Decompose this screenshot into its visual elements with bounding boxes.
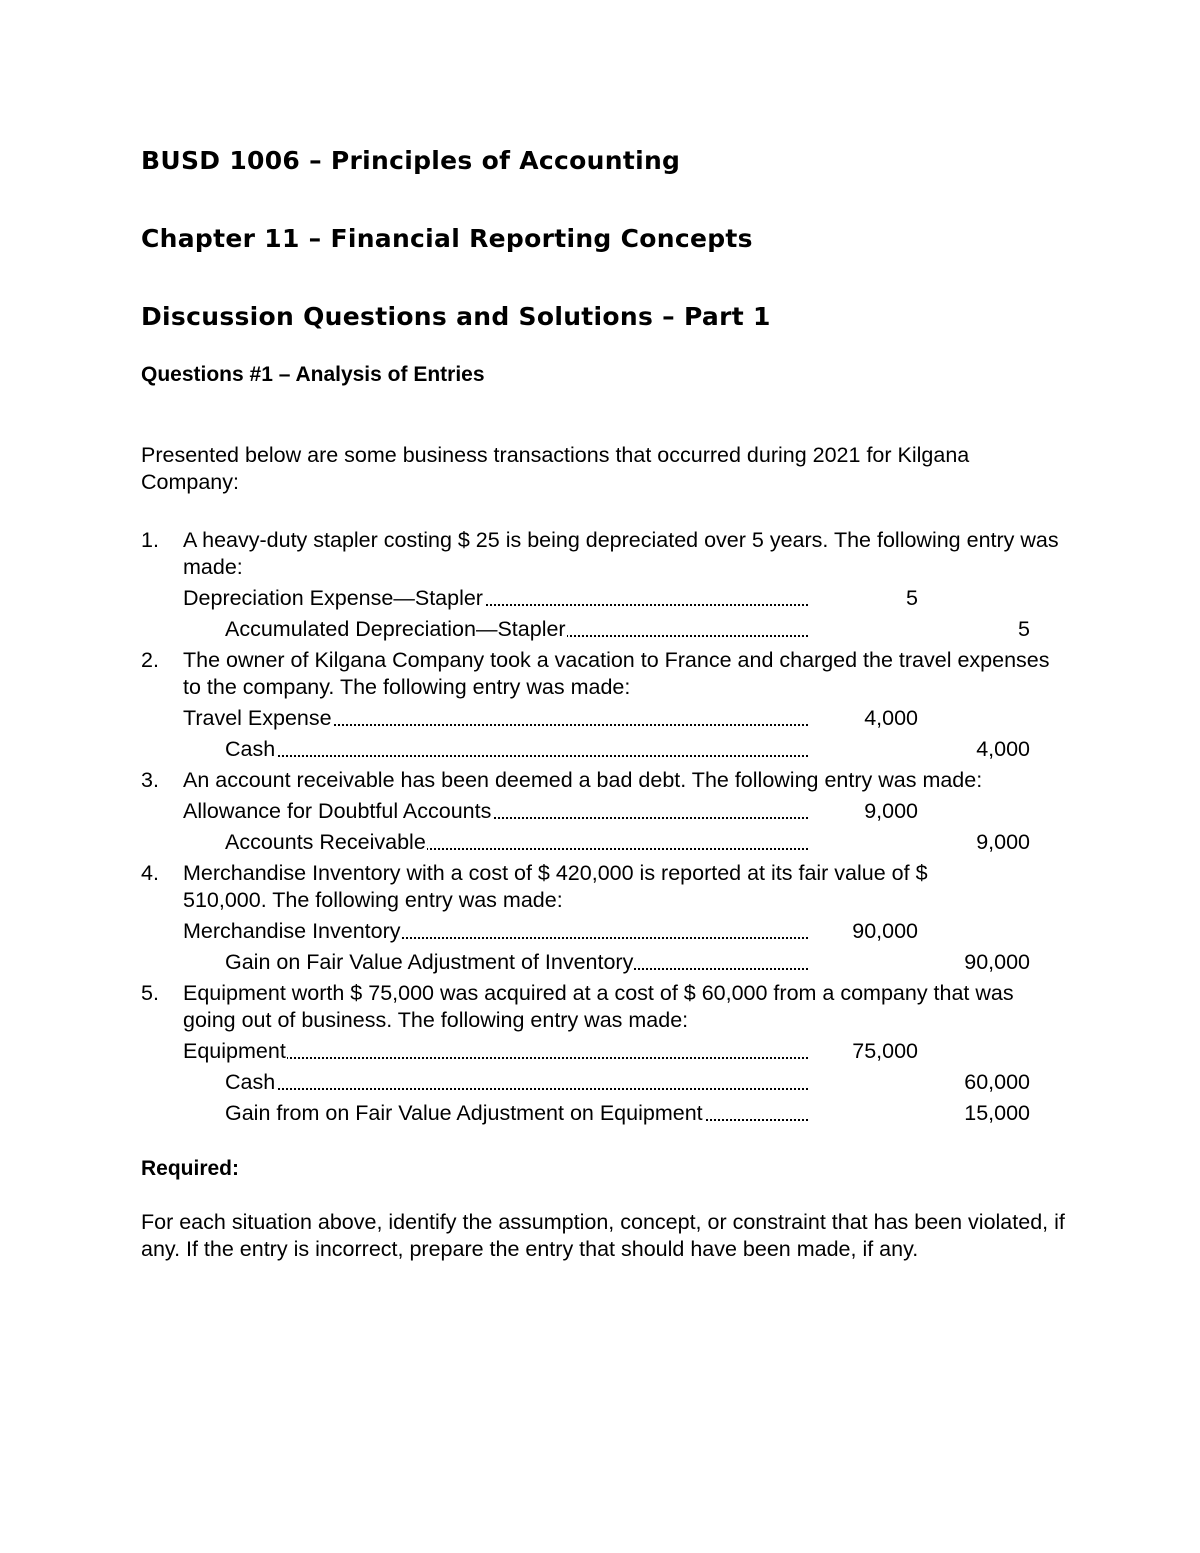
item-number: 4.	[141, 861, 159, 885]
question-heading: Questions #1 – Analysis of Entries	[141, 363, 485, 386]
credit-account: Cash	[225, 736, 808, 763]
credit-account: Gain from on Fair Value Adjustment on Equipment	[225, 1100, 808, 1127]
credit-amount: 5	[1018, 617, 1030, 641]
debit-amount: 4,000	[864, 706, 918, 730]
part-title: Discussion Questions and Solutions – Part 1	[141, 302, 771, 331]
required-label: Required:	[141, 1157, 240, 1180]
credit-amount: 9,000	[976, 830, 1030, 854]
credit-account: Accumulated Depreciation—Stapler	[225, 616, 808, 643]
debit-amount: 9,000	[864, 799, 918, 823]
item-text: Equipment worth $ 75,000 was acquired at a cost of $ 60,000 from a company that was going out of business. The following entry was made:	[183, 981, 1014, 1032]
credit-amount: 4,000	[976, 737, 1030, 761]
item-text: The owner of Kilgana Company took a vacation to France and charged the travel expenses to the company. The following entry was made:	[183, 648, 1050, 699]
course-title: BUSD 1006 – Principles of Accounting	[141, 146, 681, 175]
debit-account: Merchandise Inventory	[183, 918, 808, 945]
item-number: 2.	[141, 648, 159, 672]
debit-amount: 75,000	[852, 1039, 918, 1063]
debit-amount: 90,000	[852, 919, 918, 943]
required-paragraph: For each situation above, identify the assumption, concept, or constraint that has been violated, if any. If the entry is incorrect, prepare the entry that should have been made, if any.	[141, 1210, 1065, 1261]
debit-account: Travel Expense	[183, 705, 808, 732]
item-number: 3.	[141, 768, 159, 792]
item-text: An account receivable has been deemed a bad debt. The following entry was made:	[183, 768, 983, 792]
credit-account: Accounts Receivable	[225, 829, 808, 856]
item-number: 5.	[141, 981, 159, 1005]
debit-account: Allowance for Doubtful Accounts	[183, 798, 808, 825]
credit-account: Gain on Fair Value Adjustment of Inventory	[225, 949, 808, 976]
credit-amount: 90,000	[964, 950, 1030, 974]
credit-amount: 60,000	[964, 1070, 1030, 1094]
debit-account: Depreciation Expense—Stapler	[183, 585, 808, 612]
debit-account: Equipment	[183, 1038, 808, 1065]
intro-paragraph: Presented below are some business transactions that occurred during 2021 for Kilgana Company:	[141, 443, 970, 494]
chapter-title: Chapter 11 – Financial Reporting Concepts	[141, 224, 753, 253]
item-number: 1.	[141, 528, 159, 552]
debit-amount: 5	[906, 586, 918, 610]
credit-amount: 15,000	[964, 1101, 1030, 1125]
item-text: Merchandise Inventory with a cost of $ 420,000 is reported at its fair value of $ 510,000. The following entry was made:	[183, 861, 928, 912]
credit-account: Cash	[225, 1069, 808, 1096]
item-text: A heavy-duty stapler costing $ 25 is being depreciated over 5 years. The following entry was made:	[183, 528, 1059, 579]
